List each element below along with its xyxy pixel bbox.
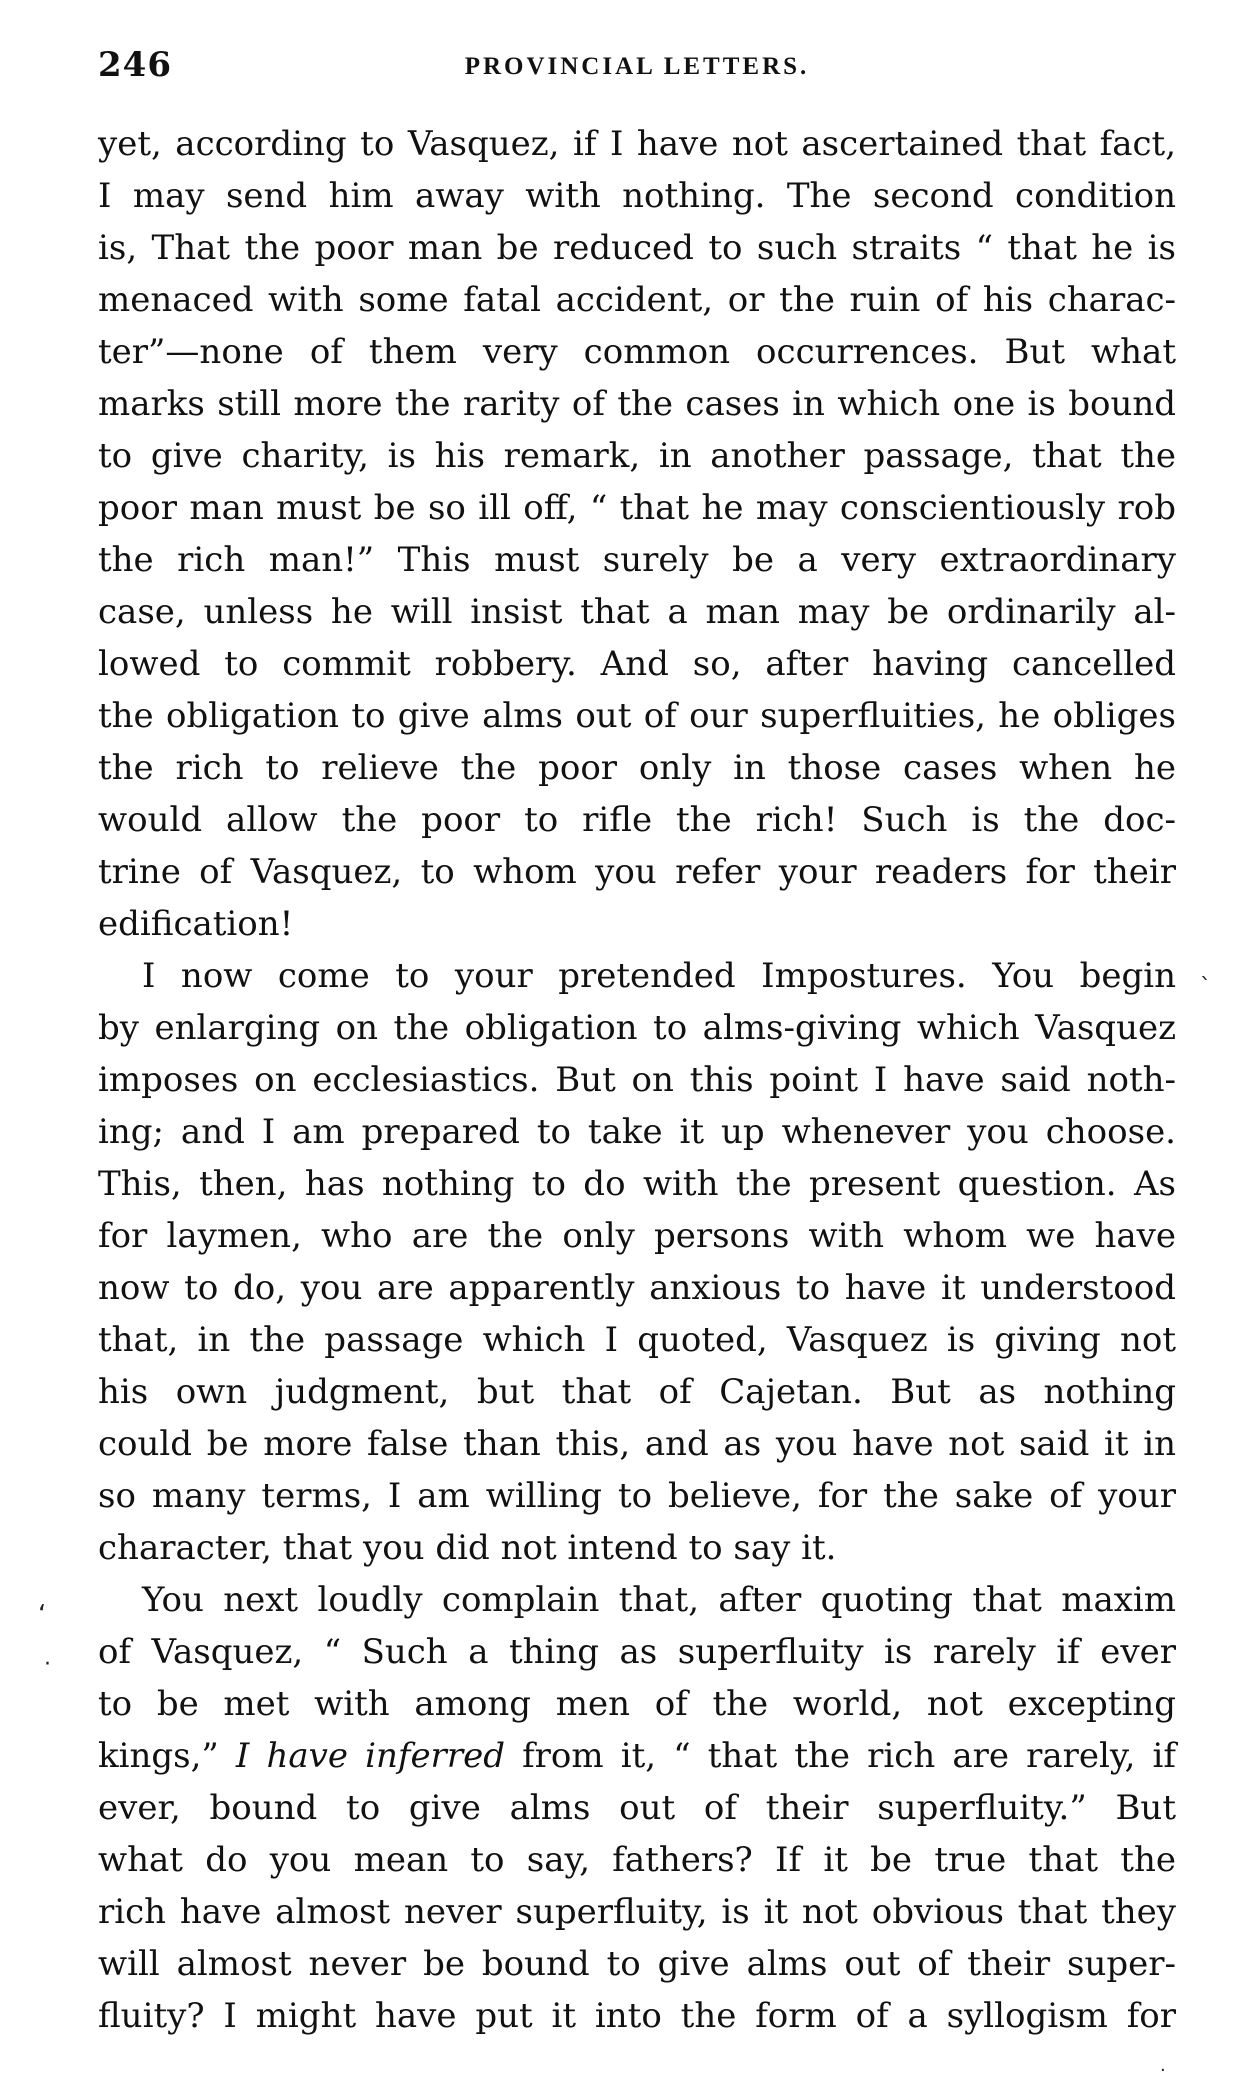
text-line: trine of Vasquez, to whom you refer your readers for their — [98, 852, 1176, 892]
text-line: by enlarging on the obligation to alms-giving which Vasquez — [98, 1008, 1176, 1048]
text-line: to be met with among men of the world, not excepting — [98, 1684, 1176, 1724]
text-line: what do you mean to say, fathers? If it be true that the — [98, 1840, 1176, 1880]
text-line: is, That the poor man be reduced to such straits “ that he is — [98, 228, 1176, 268]
italic-phrase: I have inferred — [235, 1736, 505, 1776]
line-segment: kings,” — [98, 1736, 236, 1776]
text-line: imposes on ecclesiastics. But on this point I have said noth- — [98, 1060, 1176, 1100]
margin-dot-mark: · — [44, 1652, 51, 1677]
text-line: lowed to commit robbery. And so, after having cancelled — [98, 644, 1176, 684]
paragraph-start-line: I now come to your pretended Impostures. You begin — [142, 956, 1176, 996]
text-line: to give charity, is his remark, in another passage, that the — [98, 436, 1176, 476]
text-line: the obligation to give alms out of our superfluities, he obliges — [98, 696, 1176, 736]
running-head — [98, 40, 1176, 90]
text-line: This, then, has nothing to do with the present question. As — [98, 1164, 1176, 1204]
text-line: fluity? I might have put it into the form of a syllogism for — [98, 1996, 1176, 2036]
text-line-with-italic — [98, 1730, 1176, 1782]
text-line: ever, bound to give alms out of their superfluity.” But — [98, 1788, 1176, 1828]
body-text — [98, 118, 1176, 2042]
text-line: marks still more the rarity of the cases in which one is bound — [98, 384, 1176, 424]
text-line: that, in the passage which I quoted, Vasquez is giving not — [98, 1320, 1176, 1360]
text-line: case, unless he will insist that a man may be ordinarily al- — [98, 592, 1176, 632]
text-line: character, that you did not intend to say it. — [98, 1528, 837, 1568]
text-line: so many terms, I am willing to believe, for the sake of your — [98, 1476, 1176, 1516]
text-line: menaced with some fatal accident, or the ruin of his charac- — [98, 280, 1176, 320]
text-line: will almost never be bound to give alms out of their super- — [98, 1944, 1176, 1984]
margin-dash-mark: ‘ — [38, 1600, 47, 1630]
text-line: ing; and I am prepared to take it up whenever you choose. — [98, 1112, 1176, 1152]
text-line: I may send him away with nothing. The second condition — [98, 176, 1176, 216]
margin-dot-mark: · — [1160, 2060, 1166, 2081]
text-line: rich have almost never superfluity, is it not obvious that they — [98, 1892, 1176, 1932]
line-segment: from it, “ that the rich are rarely, if — [504, 1736, 1176, 1776]
text-line: the rich to relieve the poor only in those cases when he — [98, 748, 1176, 788]
text-line: for laymen, who are the only persons with whom we have — [98, 1216, 1176, 1256]
text-line: the rich man!” This must surely be a very extraordinary — [98, 540, 1176, 580]
text-line: edification! — [98, 904, 294, 944]
text-line: now to do, you are apparently anxious to have it understood — [98, 1268, 1176, 1308]
text-line: would allow the poor to rifle the rich! Such is the doc- — [98, 800, 1176, 840]
text-line: his own judgment, but that of Cajetan. But as nothing — [98, 1372, 1176, 1412]
margin-tick-mark: ` — [1200, 975, 1211, 1000]
page-number: 246 — [98, 45, 172, 85]
running-title: PROVINCIAL LETTERS. — [464, 53, 810, 80]
text-line: yet, according to Vasquez, if I have not ascertained that fact, — [98, 124, 1176, 164]
text-line: of Vasquez, “ Such a thing as superfluity is rarely if ever — [98, 1632, 1176, 1672]
text-line: could be more false than this, and as you have not said it in — [98, 1424, 1176, 1464]
text-line: poor man must be so ill off, “ that he may conscientiously rob — [98, 488, 1176, 528]
paragraph-start-line: You next loudly complain that, after quoting that maxim — [142, 1580, 1176, 1620]
text-line: ter”—none of them very common occurrences. But what — [98, 332, 1176, 372]
